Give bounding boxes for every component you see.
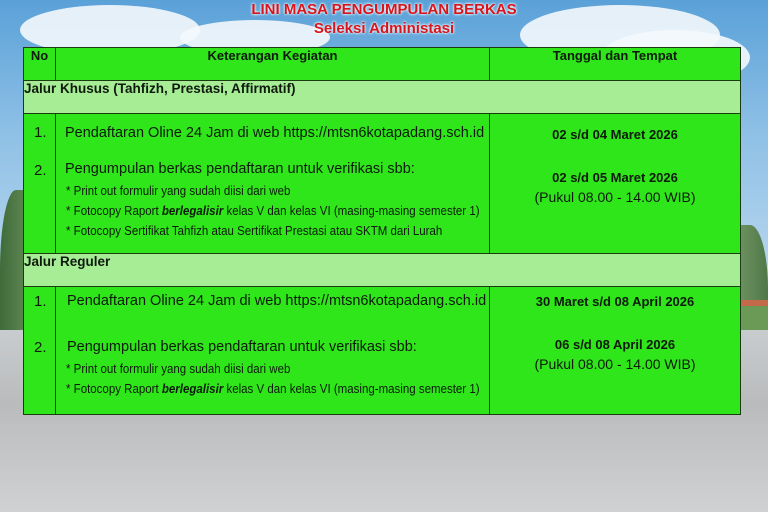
date-text: 30 Maret s/d 08 April 2026 <box>535 294 695 309</box>
date-cell <box>490 287 741 415</box>
activity-text: Pengumpulan berkas pendaftaran untuk verifikasi sbb: <box>67 339 417 355</box>
activity-text: Pengumpulan berkas pendaftaran untuk verifikasi sbb: <box>65 161 415 177</box>
row-number: 2. <box>34 339 47 356</box>
table-row <box>24 287 741 415</box>
activity-text: Pendaftaran Oline 24 Jam di web https://mtsn6kotapadang.sch.id <box>65 125 485 141</box>
table-header-row <box>24 48 741 81</box>
time-text: (Pukul 08.00 - 14.00 WIB) <box>534 189 696 205</box>
time-text: (Pukul 08.00 - 14.00 WIB) <box>534 356 696 372</box>
timeline-table <box>23 47 741 415</box>
section-title: Jalur Khusus (Tahfizh, Prestasi, Affirmatif) <box>24 81 741 114</box>
page-subtitle: Seleksi Administasi <box>313 20 455 37</box>
requirement-item: * Fotocopy Sertifikat Tahfizh atau Sertifikat Prestasi atau SKTM dari Lurah <box>66 224 443 238</box>
row-numbers <box>24 287 56 415</box>
requirement-item: * Print out formulir yang sudah diisi dari web <box>66 184 291 198</box>
row-number: 1. <box>34 293 47 310</box>
activity-cell <box>56 287 490 415</box>
header-activity: Keterangan Kegiatan <box>56 48 490 81</box>
row-numbers <box>24 114 56 254</box>
page-title: LINI MASA PENGUMPULAN BERKAS <box>251 1 517 18</box>
activity-text: Pendaftaran Oline 24 Jam di web https://mtsn6kotapadang.sch.id <box>67 293 487 309</box>
date-text: 02 s/d 04 Maret 2026 <box>552 127 678 142</box>
table-row <box>24 114 741 254</box>
section-title: Jalur Reguler <box>24 254 741 287</box>
activity-cell <box>56 114 490 254</box>
date-cell <box>490 114 741 254</box>
header-no: No <box>24 48 56 81</box>
header-date: Tanggal dan Tempat <box>490 48 741 81</box>
date-text: 02 s/d 05 Maret 2026 <box>552 170 678 185</box>
requirement-item: * Print out formulir yang sudah diisi dari web <box>66 362 291 376</box>
requirement-item: * Fotocopy Raport berlegalisir kelas V dan kelas VI (masing-masing semester 1) <box>66 204 480 218</box>
requirement-item: * Fotocopy Raport berlegalisir kelas V dan kelas VI (masing-masing semester 1) <box>66 382 480 396</box>
section-row <box>24 254 741 287</box>
date-text: 06 s/d 08 April 2026 <box>554 337 676 352</box>
row-number: 2. <box>34 162 47 179</box>
row-number: 1. <box>34 124 47 141</box>
section-row <box>24 81 741 114</box>
